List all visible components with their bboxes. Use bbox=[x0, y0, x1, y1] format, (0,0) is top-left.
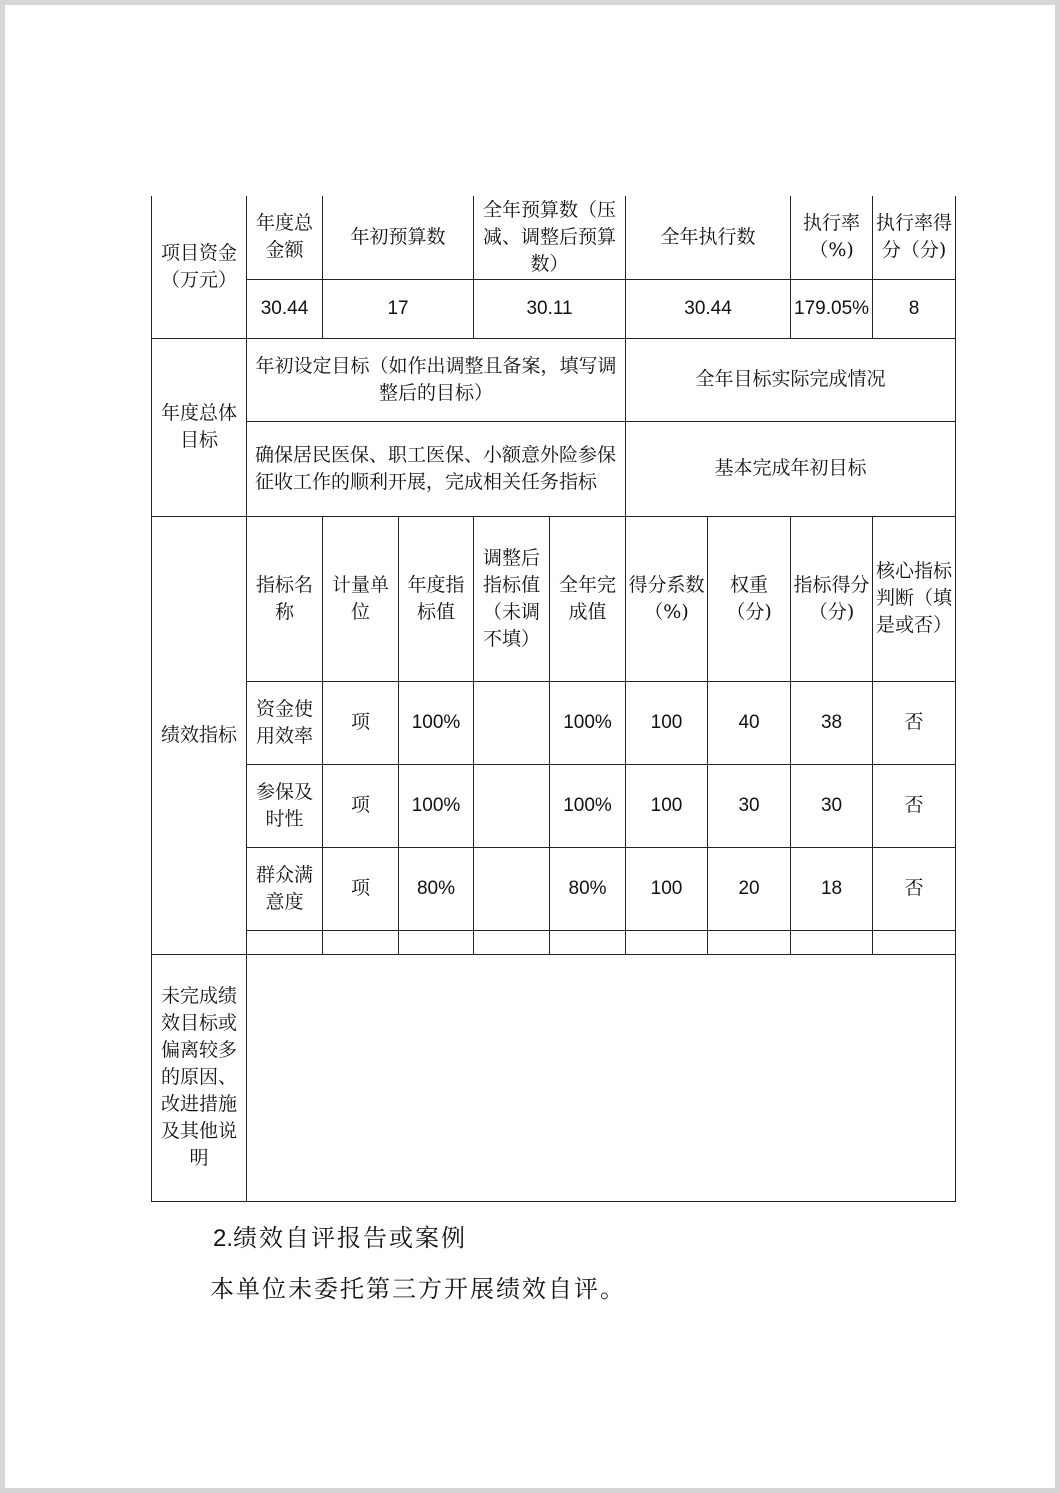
perf-cell-empty bbox=[873, 930, 956, 954]
section-title: 绩效自评报告或案例 bbox=[233, 1224, 468, 1252]
fund-value-annual-budget: 30.11 bbox=[474, 279, 626, 338]
fund-value-rate-score: 8 bbox=[873, 279, 956, 338]
goal-set-header: 年初设定目标（如作出调整且备案，填写调整后的目标） bbox=[247, 338, 626, 421]
perf-header-annual-target: 年度指标值 bbox=[399, 516, 474, 681]
perf-cell: 80% bbox=[550, 847, 626, 930]
perf-header-core: 核心指标判断（填是或否） bbox=[873, 516, 956, 681]
fund-header-rate-score: 执行率得分（分) bbox=[873, 196, 956, 279]
fund-header-annual-budget: 全年预算数（压减、调整后预算数） bbox=[474, 196, 626, 279]
perf-header-coefficient: 得分系数（%) bbox=[626, 516, 708, 681]
perf-cell: 项 bbox=[323, 681, 399, 764]
perf-cell: 100% bbox=[399, 681, 474, 764]
perf-cell: 资金使用效率 bbox=[247, 681, 323, 764]
perf-cell-empty bbox=[626, 930, 708, 954]
perf-cell: 38 bbox=[791, 681, 873, 764]
perf-cell: 100% bbox=[550, 681, 626, 764]
reason-content bbox=[247, 954, 956, 1201]
section-number: 2. bbox=[213, 1225, 234, 1252]
section-body: 本单位未委托第三方开展绩效自评。 bbox=[210, 1275, 626, 1303]
perf-cell-empty bbox=[399, 930, 474, 954]
reason-label: 未完成绩效目标或偏离较多的原因、改进措施及其他说明 bbox=[152, 954, 247, 1201]
table-row bbox=[152, 847, 956, 930]
perf-header-name: 指标名称 bbox=[247, 516, 323, 681]
perf-cell: 18 bbox=[791, 847, 873, 930]
perf-cell: 100 bbox=[626, 764, 708, 847]
fund-value-initial-budget: 17 bbox=[323, 279, 474, 338]
perf-cell: 参保及时性 bbox=[247, 764, 323, 847]
perf-cell: 100% bbox=[550, 764, 626, 847]
perf-header-weight: 权重（分) bbox=[708, 516, 791, 681]
perf-cell: 项 bbox=[323, 847, 399, 930]
perf-cell bbox=[474, 681, 550, 764]
perf-cell: 否 bbox=[873, 681, 956, 764]
perf-cell-empty bbox=[550, 930, 626, 954]
perf-cell: 100% bbox=[399, 764, 474, 847]
goal-actual-text: 基本完成年初目标 bbox=[626, 421, 956, 516]
perf-cell: 群众满意度 bbox=[247, 847, 323, 930]
perf-cell-empty bbox=[323, 930, 399, 954]
perf-cell bbox=[474, 847, 550, 930]
table-row bbox=[152, 681, 956, 764]
perf-label: 绩效指标 bbox=[152, 516, 247, 954]
goal-label: 年度总体目标 bbox=[152, 338, 247, 516]
goal-set-text: 确保居民医保、职工医保、小额意外险参保征收工作的顺利开展，完成相关任务指标 bbox=[247, 421, 626, 516]
goal-actual-header: 全年目标实际完成情况 bbox=[626, 338, 956, 421]
perf-cell-empty bbox=[247, 930, 323, 954]
perf-cell-empty bbox=[474, 930, 550, 954]
perf-cell-empty bbox=[791, 930, 873, 954]
fund-value-rate: 179.05% bbox=[791, 279, 873, 338]
perf-header-completed: 全年完成值 bbox=[550, 516, 626, 681]
fund-value-executed: 30.44 bbox=[626, 279, 791, 338]
perf-cell-empty bbox=[708, 930, 791, 954]
perf-cell: 否 bbox=[873, 764, 956, 847]
perf-cell: 项 bbox=[323, 764, 399, 847]
performance-table bbox=[151, 196, 956, 1202]
perf-cell: 30 bbox=[708, 764, 791, 847]
table-row-empty bbox=[152, 930, 956, 954]
fund-header-executed: 全年执行数 bbox=[626, 196, 791, 279]
table-row bbox=[152, 764, 956, 847]
perf-cell: 80% bbox=[399, 847, 474, 930]
perf-header-score: 指标得分（分) bbox=[791, 516, 873, 681]
perf-cell: 否 bbox=[873, 847, 956, 930]
fund-value-total: 30.44 bbox=[247, 279, 323, 338]
fund-label: 项目资金（万元） bbox=[152, 196, 247, 338]
perf-header-unit: 计量单位 bbox=[323, 516, 399, 681]
perf-cell bbox=[474, 764, 550, 847]
fund-header-rate: 执行率（%) bbox=[791, 196, 873, 279]
perf-cell: 40 bbox=[708, 681, 791, 764]
section-heading bbox=[213, 1218, 467, 1253]
perf-cell: 100 bbox=[626, 847, 708, 930]
perf-cell: 30 bbox=[791, 764, 873, 847]
perf-cell: 20 bbox=[708, 847, 791, 930]
perf-header-adjusted-target: 调整后指标值（未调不填） bbox=[474, 516, 550, 681]
fund-header-total: 年度总金额 bbox=[247, 196, 323, 279]
fund-header-initial-budget: 年初预算数 bbox=[323, 196, 474, 279]
document-page bbox=[5, 5, 1055, 1488]
perf-cell: 100 bbox=[626, 681, 708, 764]
